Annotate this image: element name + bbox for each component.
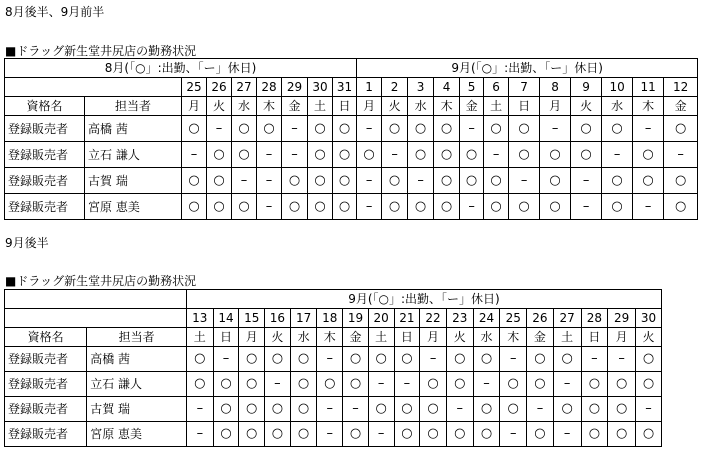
weekday-cell: 水 [232, 97, 257, 116]
weekday-cell: 金 [527, 328, 554, 347]
attendance-cell: ○ [608, 397, 636, 422]
date-cell: 9 [571, 78, 602, 97]
table-title-2: ■ドラッグ新生堂井尻店の勤務状況 [5, 274, 197, 288]
date-cell: 25 [182, 78, 207, 97]
date-cell: 19 [343, 309, 369, 328]
attendance-cell: ○ [500, 372, 527, 397]
weekday-cell: 火 [571, 97, 602, 116]
attendance-cell: – [553, 372, 581, 397]
attendance-cell: – [460, 116, 484, 142]
date-cell: 26 [527, 309, 554, 328]
staff-name-cell: 高橋 茜 [87, 347, 187, 372]
attendance-cell: ○ [333, 142, 357, 168]
attendance-cell: – [571, 194, 602, 220]
weekday-cell: 月 [540, 97, 571, 116]
staff-name-cell: 古賀 瑞 [87, 397, 187, 422]
attendance-cell: ○ [434, 142, 460, 168]
month-header-september: 9月(「○」:出勤、「ー」休日) [357, 59, 698, 78]
attendance-cell: ○ [182, 194, 207, 220]
weekday-cell: 木 [633, 97, 664, 116]
staff-row [5, 372, 662, 397]
weekday-cell: 火 [446, 328, 473, 347]
attendance-cell: ○ [182, 168, 207, 194]
attendance-cell: ○ [420, 422, 447, 447]
weekday-cell: 金 [343, 328, 369, 347]
attendance-cell: ○ [343, 372, 369, 397]
date-cell: 4 [434, 78, 460, 97]
attendance-cell: ○ [608, 422, 636, 447]
attendance-cell: ○ [527, 372, 554, 397]
date-cell: 8 [540, 78, 571, 97]
weekday-cell: 土 [186, 328, 213, 347]
date-cell: 1 [357, 78, 382, 97]
attendance-cell: – [446, 397, 473, 422]
attendance-cell: ○ [290, 347, 317, 372]
attendance-cell: ○ [213, 372, 239, 397]
weekday-cell: 木 [500, 328, 527, 347]
date-cell: 23 [446, 309, 473, 328]
table-title-1: ■ドラッグ新生堂井尻店の勤務状況 [5, 44, 197, 58]
attendance-cell: – [633, 194, 664, 220]
attendance-cell: ○ [239, 347, 265, 372]
attendance-cell: ○ [308, 168, 333, 194]
qualification-cell: 登録販売者 [5, 116, 85, 142]
blank-cell [5, 78, 182, 97]
attendance-cell: ○ [602, 194, 633, 220]
attendance-cell: ○ [420, 397, 447, 422]
attendance-cell: – [357, 168, 382, 194]
weekday-cell: 金 [664, 97, 698, 116]
date-cell: 3 [408, 78, 434, 97]
attendance-cell: ○ [382, 168, 408, 194]
staff-row [5, 347, 662, 372]
staff-row [5, 194, 698, 220]
weekday-cell: 土 [368, 328, 394, 347]
attendance-cell: ○ [460, 142, 484, 168]
attendance-cell: ○ [553, 397, 581, 422]
attendance-cell: – [232, 168, 257, 194]
weekday-cell: 火 [265, 328, 291, 347]
date-cell: 10 [602, 78, 633, 97]
attendance-cell: ○ [213, 397, 239, 422]
attendance-cell: ○ [608, 372, 636, 397]
attendance-cell: ○ [343, 347, 369, 372]
weekday-cell: 火 [207, 97, 232, 116]
attendance-cell: ○ [394, 347, 420, 372]
attendance-cell: ○ [602, 116, 633, 142]
section-heading-1: 8月後半、9月前半 [5, 5, 105, 19]
attendance-cell: – [343, 397, 369, 422]
attendance-cell: ○ [484, 116, 509, 142]
date-cell: 30 [636, 309, 662, 328]
date-cell: 11 [633, 78, 664, 97]
weekday-cell: 水 [473, 328, 500, 347]
weekday-cell: 金 [282, 97, 308, 116]
attendance-cell: – [602, 142, 633, 168]
schedule-table-2 [4, 289, 662, 447]
attendance-cell: ○ [290, 372, 317, 397]
attendance-cell: ○ [434, 168, 460, 194]
date-cell: 5 [460, 78, 484, 97]
attendance-cell: – [282, 142, 308, 168]
attendance-cell: ○ [446, 347, 473, 372]
attendance-cell: – [257, 142, 282, 168]
attendance-cell: ○ [357, 142, 382, 168]
attendance-cell: ○ [473, 422, 500, 447]
date-cell: 17 [290, 309, 317, 328]
attendance-cell: ○ [232, 116, 257, 142]
date-cell: 28 [257, 78, 282, 97]
attendance-cell: ○ [265, 397, 291, 422]
attendance-cell: ○ [343, 422, 369, 447]
attendance-cell: ○ [207, 168, 232, 194]
staff-name-cell: 宮原 恵美 [85, 194, 182, 220]
weekday-cell: 月 [608, 328, 636, 347]
staff-name-cell: 立石 謙人 [87, 372, 187, 397]
weekday-cell: 日 [333, 97, 357, 116]
staff-name-cell: 宮原 恵美 [87, 422, 187, 447]
date-cell: 20 [368, 309, 394, 328]
weekday-cell: 日 [213, 328, 239, 347]
staff-row [5, 422, 662, 447]
blank-cell [5, 290, 187, 309]
attendance-cell: – [633, 116, 664, 142]
attendance-cell: – [484, 142, 509, 168]
attendance-cell: ○ [446, 422, 473, 447]
weekday-cell: 土 [484, 97, 509, 116]
attendance-cell: ○ [434, 194, 460, 220]
weekday-cell: 月 [239, 328, 265, 347]
date-cell: 29 [282, 78, 308, 97]
date-cell: 25 [500, 309, 527, 328]
attendance-cell: ○ [484, 194, 509, 220]
staff-name-cell: 古賀 瑞 [85, 168, 182, 194]
qualification-cell: 登録販売者 [5, 194, 85, 220]
attendance-cell: ○ [527, 347, 554, 372]
attendance-cell: – [213, 347, 239, 372]
attendance-cell: – [382, 142, 408, 168]
attendance-cell: ○ [186, 372, 213, 397]
date-cell: 18 [317, 309, 343, 328]
attendance-cell: – [500, 347, 527, 372]
attendance-cell: ○ [581, 422, 608, 447]
attendance-cell: ○ [182, 116, 207, 142]
date-cell: 30 [308, 78, 333, 97]
weekday-cell: 日 [581, 328, 608, 347]
weekday-cell: 水 [290, 328, 317, 347]
attendance-cell: – [257, 168, 282, 194]
column-header-qualification: 資格名 [5, 97, 85, 116]
staff-row [5, 142, 698, 168]
weekday-cell: 水 [602, 97, 633, 116]
attendance-cell: – [368, 422, 394, 447]
attendance-cell: – [317, 397, 343, 422]
date-cell: 26 [207, 78, 232, 97]
attendance-cell: ○ [186, 347, 213, 372]
date-cell: 29 [608, 309, 636, 328]
attendance-cell: ○ [239, 422, 265, 447]
attendance-cell: ○ [581, 372, 608, 397]
section-heading-2: 9月後半 [5, 236, 49, 250]
attendance-cell: ○ [633, 142, 664, 168]
weekday-cell: 土 [308, 97, 333, 116]
attendance-cell: ○ [333, 194, 357, 220]
attendance-cell: – [636, 397, 662, 422]
attendance-cell: – [282, 116, 308, 142]
weekday-cell: 日 [509, 97, 540, 116]
attendance-cell: ○ [571, 142, 602, 168]
attendance-cell: – [186, 397, 213, 422]
attendance-cell: – [207, 116, 232, 142]
attendance-cell: ○ [282, 194, 308, 220]
date-cell: 6 [484, 78, 509, 97]
attendance-cell: ○ [633, 168, 664, 194]
attendance-cell: ○ [282, 168, 308, 194]
qualification-cell: 登録販売者 [5, 397, 87, 422]
date-cell: 21 [394, 309, 420, 328]
month-header-august: 8月(「○」:出勤、「ー」休日) [5, 59, 357, 78]
weekday-cell: 木 [434, 97, 460, 116]
attendance-cell: ○ [540, 194, 571, 220]
date-cell: 12 [664, 78, 698, 97]
attendance-cell: ○ [636, 347, 662, 372]
date-cell: 14 [213, 309, 239, 328]
attendance-cell: ○ [308, 142, 333, 168]
attendance-cell: ○ [265, 422, 291, 447]
attendance-cell: – [420, 347, 447, 372]
blank-cell [5, 309, 187, 328]
month-header-september: 9月(「○」:出勤、「ー」休日) [186, 290, 661, 309]
attendance-cell: ○ [368, 397, 394, 422]
attendance-cell: ○ [527, 422, 554, 447]
attendance-cell: ○ [664, 194, 698, 220]
attendance-cell: – [500, 422, 527, 447]
attendance-cell: – [317, 422, 343, 447]
column-header-qualification: 資格名 [5, 328, 87, 347]
date-cell: 28 [581, 309, 608, 328]
attendance-cell: ○ [308, 194, 333, 220]
weekday-cell: 金 [460, 97, 484, 116]
attendance-cell: ○ [290, 422, 317, 447]
attendance-cell: ○ [553, 347, 581, 372]
attendance-cell: ○ [239, 372, 265, 397]
attendance-cell: – [257, 194, 282, 220]
attendance-cell: – [394, 372, 420, 397]
date-cell: 31 [333, 78, 357, 97]
attendance-cell: – [664, 142, 698, 168]
weekday-cell: 土 [553, 328, 581, 347]
date-cell: 27 [553, 309, 581, 328]
attendance-cell: ○ [460, 168, 484, 194]
attendance-cell: ○ [420, 372, 447, 397]
staff-row [5, 168, 698, 194]
weekday-cell: 水 [408, 97, 434, 116]
weekday-cell: 木 [317, 328, 343, 347]
attendance-cell: – [317, 347, 343, 372]
attendance-cell: ○ [434, 116, 460, 142]
schedule-table-1 [4, 58, 698, 220]
date-cell: 24 [473, 309, 500, 328]
weekday-cell: 日 [394, 328, 420, 347]
attendance-cell: ○ [290, 397, 317, 422]
attendance-cell: – [509, 168, 540, 194]
attendance-cell: ○ [509, 194, 540, 220]
attendance-cell: – [608, 347, 636, 372]
attendance-cell: ○ [382, 194, 408, 220]
staff-name-cell: 高橋 茜 [85, 116, 182, 142]
attendance-cell: ○ [500, 397, 527, 422]
attendance-cell: – [408, 168, 434, 194]
attendance-cell: ○ [308, 116, 333, 142]
date-cell: 22 [420, 309, 447, 328]
attendance-cell: ○ [207, 194, 232, 220]
attendance-cell: ○ [257, 116, 282, 142]
attendance-cell: – [571, 168, 602, 194]
attendance-cell: – [460, 194, 484, 220]
attendance-cell: ○ [636, 372, 662, 397]
attendance-cell: – [473, 372, 500, 397]
attendance-cell: ○ [509, 116, 540, 142]
date-cell: 7 [509, 78, 540, 97]
attendance-cell: – [357, 116, 382, 142]
staff-row [5, 397, 662, 422]
weekday-cell: 木 [257, 97, 282, 116]
attendance-cell: ○ [408, 116, 434, 142]
attendance-cell: ○ [382, 116, 408, 142]
attendance-cell: ○ [333, 116, 357, 142]
attendance-cell: – [368, 372, 394, 397]
attendance-cell: – [265, 372, 291, 397]
attendance-cell: ○ [571, 116, 602, 142]
qualification-cell: 登録販売者 [5, 422, 87, 447]
qualification-cell: 登録販売者 [5, 372, 87, 397]
attendance-cell: ○ [636, 422, 662, 447]
attendance-cell: ○ [394, 397, 420, 422]
attendance-cell: ○ [333, 168, 357, 194]
date-cell: 13 [186, 309, 213, 328]
staff-name-cell: 立石 謙人 [85, 142, 182, 168]
attendance-cell: ○ [408, 194, 434, 220]
attendance-cell: ○ [265, 347, 291, 372]
weekday-cell: 月 [182, 97, 207, 116]
attendance-cell: ○ [540, 142, 571, 168]
qualification-cell: 登録販売者 [5, 347, 87, 372]
attendance-cell: ○ [581, 397, 608, 422]
qualification-cell: 登録販売者 [5, 168, 85, 194]
attendance-cell: – [182, 142, 207, 168]
date-cell: 16 [265, 309, 291, 328]
column-header-staff: 担当者 [87, 328, 187, 347]
attendance-cell: ○ [213, 422, 239, 447]
attendance-cell: – [357, 194, 382, 220]
weekday-cell: 月 [420, 328, 447, 347]
date-cell: 27 [232, 78, 257, 97]
weekday-cell: 火 [636, 328, 662, 347]
attendance-cell: ○ [540, 168, 571, 194]
date-cell: 15 [239, 309, 265, 328]
attendance-cell: ○ [239, 397, 265, 422]
attendance-cell: ○ [664, 168, 698, 194]
weekday-cell: 月 [357, 97, 382, 116]
attendance-cell: ○ [207, 142, 232, 168]
attendance-cell: – [540, 116, 571, 142]
column-header-staff: 担当者 [85, 97, 182, 116]
attendance-cell: ○ [232, 142, 257, 168]
attendance-cell: – [186, 422, 213, 447]
attendance-cell: ○ [317, 372, 343, 397]
attendance-cell: ○ [484, 168, 509, 194]
attendance-cell: ○ [446, 372, 473, 397]
qualification-cell: 登録販売者 [5, 142, 85, 168]
attendance-cell: ○ [664, 116, 698, 142]
attendance-cell: ○ [473, 397, 500, 422]
attendance-cell: ○ [408, 142, 434, 168]
attendance-cell: – [527, 397, 554, 422]
attendance-cell: ○ [368, 347, 394, 372]
attendance-cell: ○ [473, 347, 500, 372]
attendance-cell: – [553, 422, 581, 447]
attendance-cell: ○ [602, 168, 633, 194]
staff-row [5, 116, 698, 142]
attendance-cell: ○ [232, 194, 257, 220]
attendance-cell: – [581, 347, 608, 372]
attendance-cell: ○ [394, 422, 420, 447]
attendance-cell: ○ [509, 142, 540, 168]
weekday-cell: 火 [382, 97, 408, 116]
date-cell: 2 [382, 78, 408, 97]
